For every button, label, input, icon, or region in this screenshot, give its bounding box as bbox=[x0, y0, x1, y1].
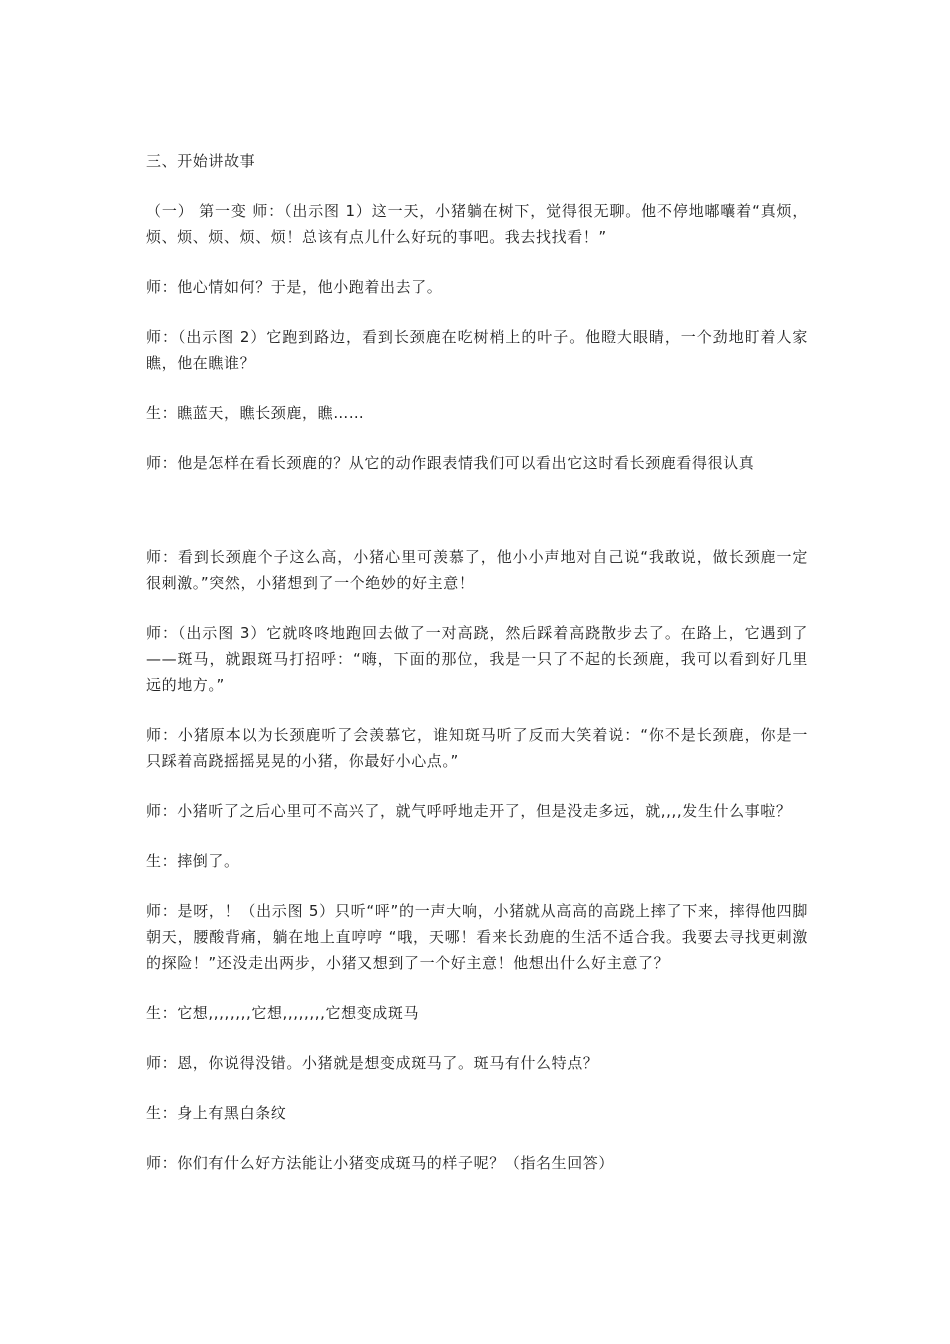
paragraph: 师：小猪原本以为长颈鹿听了会羡慕它，谁知斑马听了反而大笑着说：“你不是长颈鹿，你是一只踩着高跷摇摇晃晃的小猪，你最好小心点。” bbox=[146, 726, 808, 770]
paragraph: （一） 第一变 师：（出示图 1）这一天，小猪躺在树下，觉得很无聊。他不停地嘟囔着“真烦，烦、烦、烦、烦、烦！总该有点儿什么好玩的事吧。我去找找看！” bbox=[146, 202, 808, 246]
paragraph: 师：他是怎样在看长颈鹿的？从它的动作跟表情我们可以看出它这时看长颈鹿看得很认真 bbox=[146, 454, 755, 472]
paragraph: 师：（出示图 3）它就咚咚地跑回去做了一对高跷，然后踩着高跷散步去了。在路上，它遇到了——斑马，就跟斑马打招呼：“嗨，下面的那位，我是一只了不起的长颈鹿，我可以看到好几里远的地方。” bbox=[146, 624, 808, 694]
paragraph: 生：身上有黑白条纹 bbox=[146, 1104, 287, 1122]
paragraph: 师：（出示图 2）它跑到路边，看到长颈鹿在吃树梢上的叶子。他瞪大眼睛，一个劲地盯着人家瞧，他在瞧谁？ bbox=[146, 328, 808, 372]
paragraph: 师：是呀，！（出示图 5）只听“呯”的一声大响，小猪就从高高的高跷上摔了下来，摔得他四脚朝天，腰酸背痛，躺在地上直哼哼 “哦，天哪！看来长劲鹿的生活不适合我。我要去寻找更刺激的探险！”还没走出两步，小猪又想到了一个好主意！他想出什么好主意了？ bbox=[146, 902, 808, 972]
paragraph: 生：瞧蓝天，瞧长颈鹿，瞧…… bbox=[146, 404, 365, 422]
paragraph: 师：看到长颈鹿个子这么高，小猪心里可羡慕了，他小小声地对自己说“我敢说，做长颈鹿一定很刺激。”突然，小猪想到了一个绝妙的好主意！ bbox=[146, 548, 808, 592]
paragraph: 师：他心情如何？于是，他小跑着出去了。 bbox=[146, 278, 443, 296]
paragraph: 师：恩，你说得没错。小猪就是想变成斑马了。斑马有什么特点？ bbox=[146, 1054, 599, 1072]
document-body bbox=[146, 148, 808, 1176]
paragraph: 生：摔倒了。 bbox=[146, 852, 240, 870]
paragraph: 师：你们有什么好方法能让小猪变成斑马的样子呢？（指名生回答） bbox=[146, 1154, 615, 1172]
paragraph: 生：它想,,,,,,,,它想,,,,,,,,它想变成斑马 bbox=[146, 1004, 420, 1022]
section-heading: 三、开始讲故事 bbox=[146, 152, 256, 170]
paragraph: 师：小猪听了之后心里可不高兴了，就气呼呼地走开了，但是没走多远，就,,,,发生什么事啦？ bbox=[146, 802, 792, 820]
